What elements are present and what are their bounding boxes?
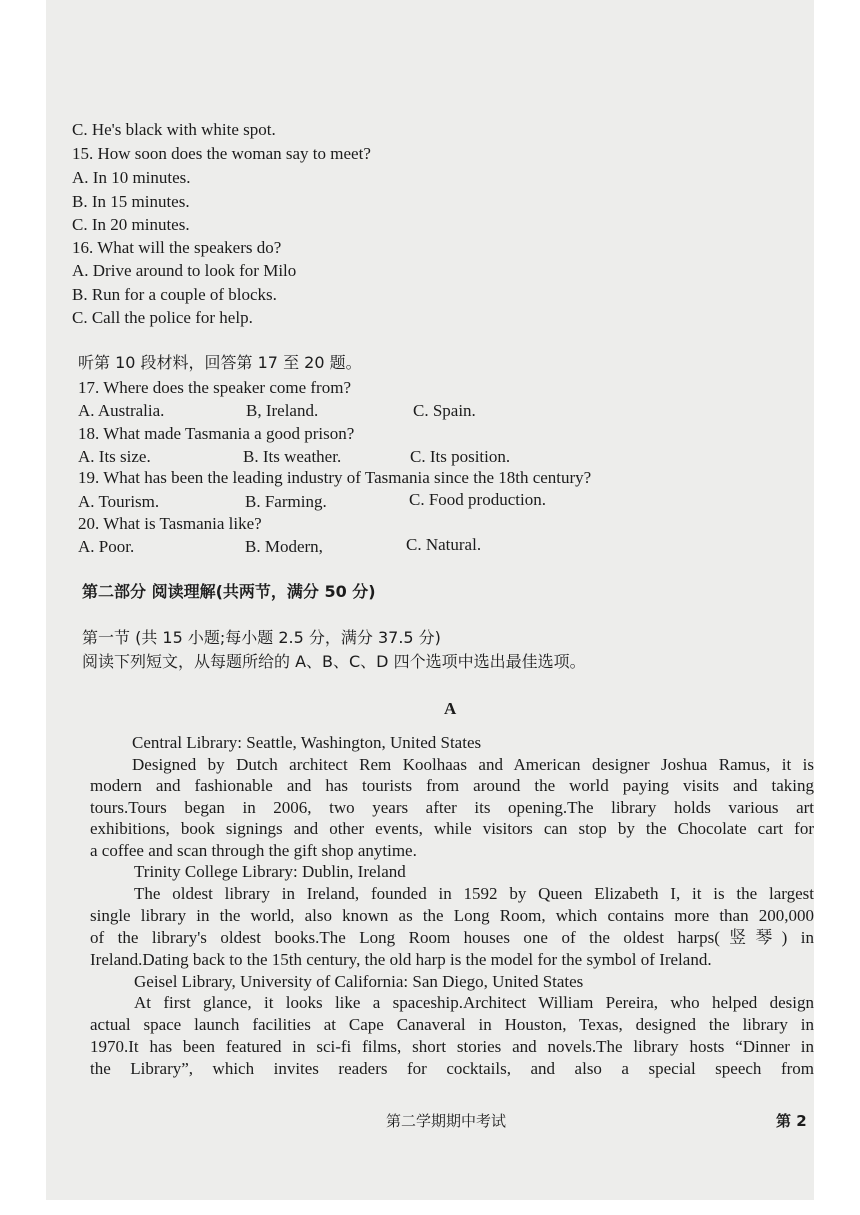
- library-heading-geisel: Geisel Library, University of California: San Diego, United States: [134, 972, 584, 991]
- exam-name-footer: 第二学期期中考试: [386, 1112, 507, 1130]
- page-number: 第 2: [776, 1112, 807, 1130]
- q20-option-b: B. Modern,: [245, 537, 323, 556]
- library-heading-trinity: Trinity College Library: Dublin, Ireland: [134, 862, 406, 881]
- q16-question: 16. What will the speakers do?: [72, 238, 282, 257]
- q16-option-c: C. Call the police for help.: [72, 308, 253, 327]
- q15-option-a: A. In 10 minutes.: [72, 168, 191, 187]
- passage-line: exhibitions, book signings and other events, while visitors can stop by the Chocolate cart for: [90, 819, 814, 838]
- q16-option-b: B. Run for a couple of blocks.: [72, 285, 277, 304]
- passage-line: actual space launch facilities at Cape Canaveral in Houston, Texas, designed the library in: [90, 1015, 814, 1034]
- exam-page: [46, 0, 814, 1200]
- q18-option-c: C. Its position.: [410, 447, 511, 466]
- q19-option-b: B. Farming.: [245, 492, 327, 511]
- passage-line: tours.Tours began in 2006, two years after its opening.The library holds various art: [90, 798, 814, 817]
- q17-option-c: C. Spain.: [413, 401, 476, 420]
- passage-line: The oldest library in Ireland, founded in 1592 by Queen Elizabeth I, it is the largest: [134, 884, 814, 903]
- q19-question: 19. What has been the leading industry of Tasmania since the 18th century?: [78, 468, 592, 487]
- passage-line: Designed by Dutch architect Rem Koolhaas and American designer Joshua Ramus, it is: [132, 755, 814, 774]
- q20-option-c: C. Natural.: [406, 535, 482, 554]
- q19-option-a: A. Tourism.: [78, 492, 160, 511]
- part-title: 第二部分 阅读理解(共两节，满分 50 分): [82, 582, 376, 601]
- passage-line: modern and fashionable and has tourists from around the world paying visits and taking: [90, 776, 814, 795]
- passage-line: Ireland.Dating back to the 15th century, the old harp is the model for the symbol of Ireland.: [90, 950, 712, 969]
- q17-option-b: B, Ireland.: [246, 401, 319, 420]
- library-heading-central: Central Library: Seattle, Washington, United States: [132, 733, 482, 752]
- q16-option-a: A. Drive around to look for Milo: [72, 261, 297, 280]
- section10-instruction: 听第 10 段材料，回答第 17 至 20 题。: [78, 353, 362, 372]
- passage-line: of the library's oldest books.The Long Room houses one of the oldest harps(竖琴) in: [90, 928, 814, 947]
- passage-line: At first glance, it looks like a spaceship.Architect William Pereira, who helped design: [134, 993, 814, 1012]
- q14-option-c: C. He's black with white spot.: [72, 120, 276, 139]
- passage-line: single library in the world, also known as the Long Room, which contains more than 200,000: [90, 906, 814, 925]
- q20-question: 20. What is Tasmania like?: [78, 514, 262, 533]
- q15-option-b: B. In 15 minutes.: [72, 192, 190, 211]
- q15-question: 15. How soon does the woman say to meet?: [72, 144, 371, 163]
- q18-option-a: A. Its size.: [78, 447, 151, 466]
- passage-line: a coffee and scan through the gift shop anytime.: [90, 841, 417, 860]
- passage-label: A: [444, 699, 457, 718]
- q17-question: 17. Where does the speaker come from?: [78, 378, 351, 397]
- q17-option-a: A. Australia.: [78, 401, 165, 420]
- q18-question: 18. What made Tasmania a good prison?: [78, 424, 355, 443]
- q18-option-b: B. Its weather.: [243, 447, 342, 466]
- q19-option-c: C. Food production.: [409, 490, 546, 509]
- reading-instruction: 阅读下列短文，从每题所给的 A、B、C、D 四个选项中选出最佳选项。: [82, 652, 586, 671]
- passage-line: 1970.It has been featured in sci-fi films, short stories and novels.The library hosts “Dinner in: [90, 1037, 814, 1056]
- q15-option-c: C. In 20 minutes.: [72, 215, 190, 234]
- section1-title: 第一节 (共 15 小题;每小题 2.5 分，满分 37.5 分): [82, 628, 441, 647]
- passage-line: the Library”, which invites readers for cocktails, and also a special speech from: [90, 1059, 814, 1078]
- q20-option-a: A. Poor.: [78, 537, 135, 556]
